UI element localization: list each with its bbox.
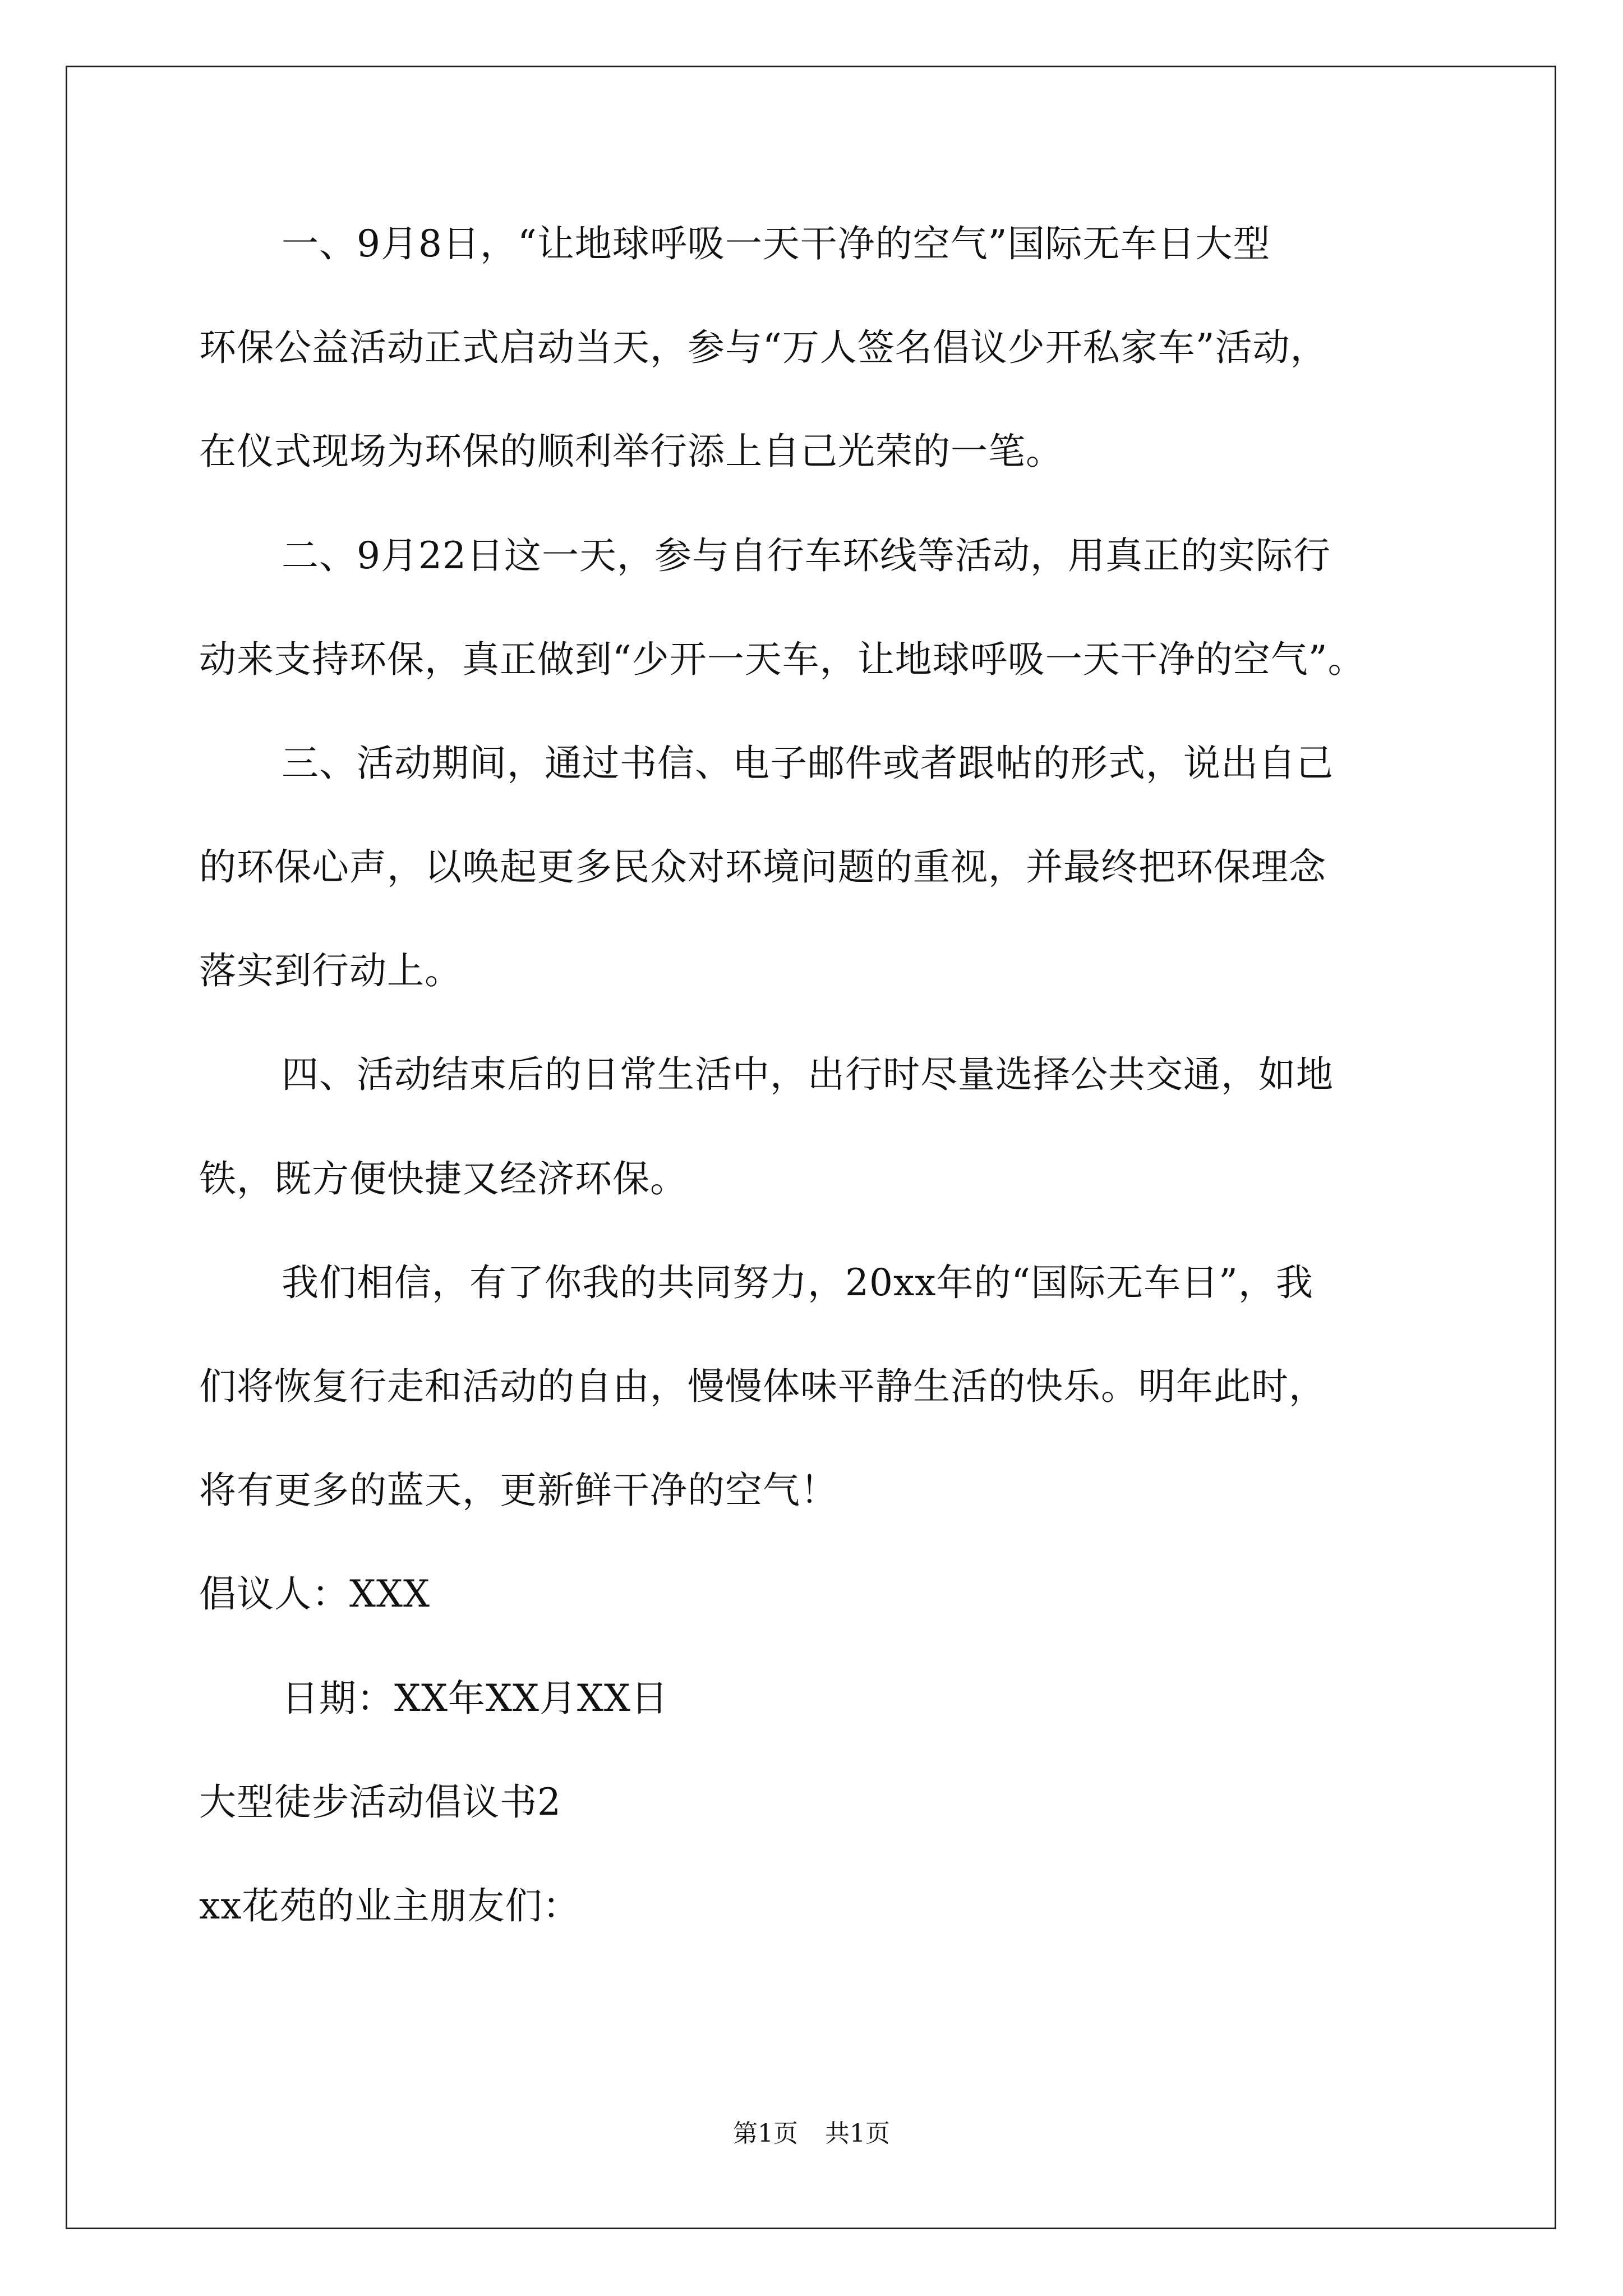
paragraph-line: 的环保心声，以唤起更多民众对环境问题的重视，并最终把环保理念 — [199, 845, 1326, 889]
date-line: 日期：XX年XX月XX日 — [282, 1677, 668, 1720]
paragraph-line: 落实到行动上。 — [199, 949, 462, 992]
paragraph-line: 四、活动结束后的日常生活中，出行时尽量选择公共交通，如地 — [282, 1053, 1334, 1096]
paragraph-line: 铁，既方便快捷又经济环保。 — [199, 1157, 688, 1200]
paragraph-line: 二、9月22日这一天，参与自行车环线等活动，用真正的实际行 — [282, 534, 1331, 577]
paragraph-line: 一、9月8日，“让地球呼吸一天干净的空气”国际无车日大型 — [282, 222, 1271, 265]
paragraph-line: 环保公益活动正式启动当天，参与“万人签名倡议少开私家车”活动， — [199, 326, 1328, 369]
salutation-line: xx花苑的业主朋友们： — [199, 1884, 580, 1927]
paragraph-line: 们将恢复行走和活动的自由，慢慢体味平静生活的快乐。明年此时， — [199, 1365, 1326, 1408]
page-total: 共1页 — [825, 2119, 890, 2148]
signatory-line: 倡议人：XXX — [199, 1572, 430, 1616]
paragraph-line: 将有更多的蓝天，更新鲜干净的空气！ — [199, 1469, 838, 1512]
paragraph-line: 三、活动期间，通过书信、电子邮件或者跟帖的形式，说出自己 — [282, 742, 1334, 785]
paragraph-line: 在仪式现场为环保的顺利举行添上自己光荣的一笔。 — [199, 430, 1063, 473]
page-number: 第1页 — [733, 2119, 798, 2148]
page-footer — [0, 2118, 1623, 2150]
paragraph-line: 我们相信，有了你我的共同努力，20xx年的“国际无车日”，我 — [282, 1261, 1313, 1304]
paragraph-line: 动来支持环保，真正做到“少开一天车，让地球呼吸一天干净的空气”。 — [199, 638, 1366, 681]
section-heading: 大型徒步活动倡议书2 — [199, 1780, 561, 1824]
